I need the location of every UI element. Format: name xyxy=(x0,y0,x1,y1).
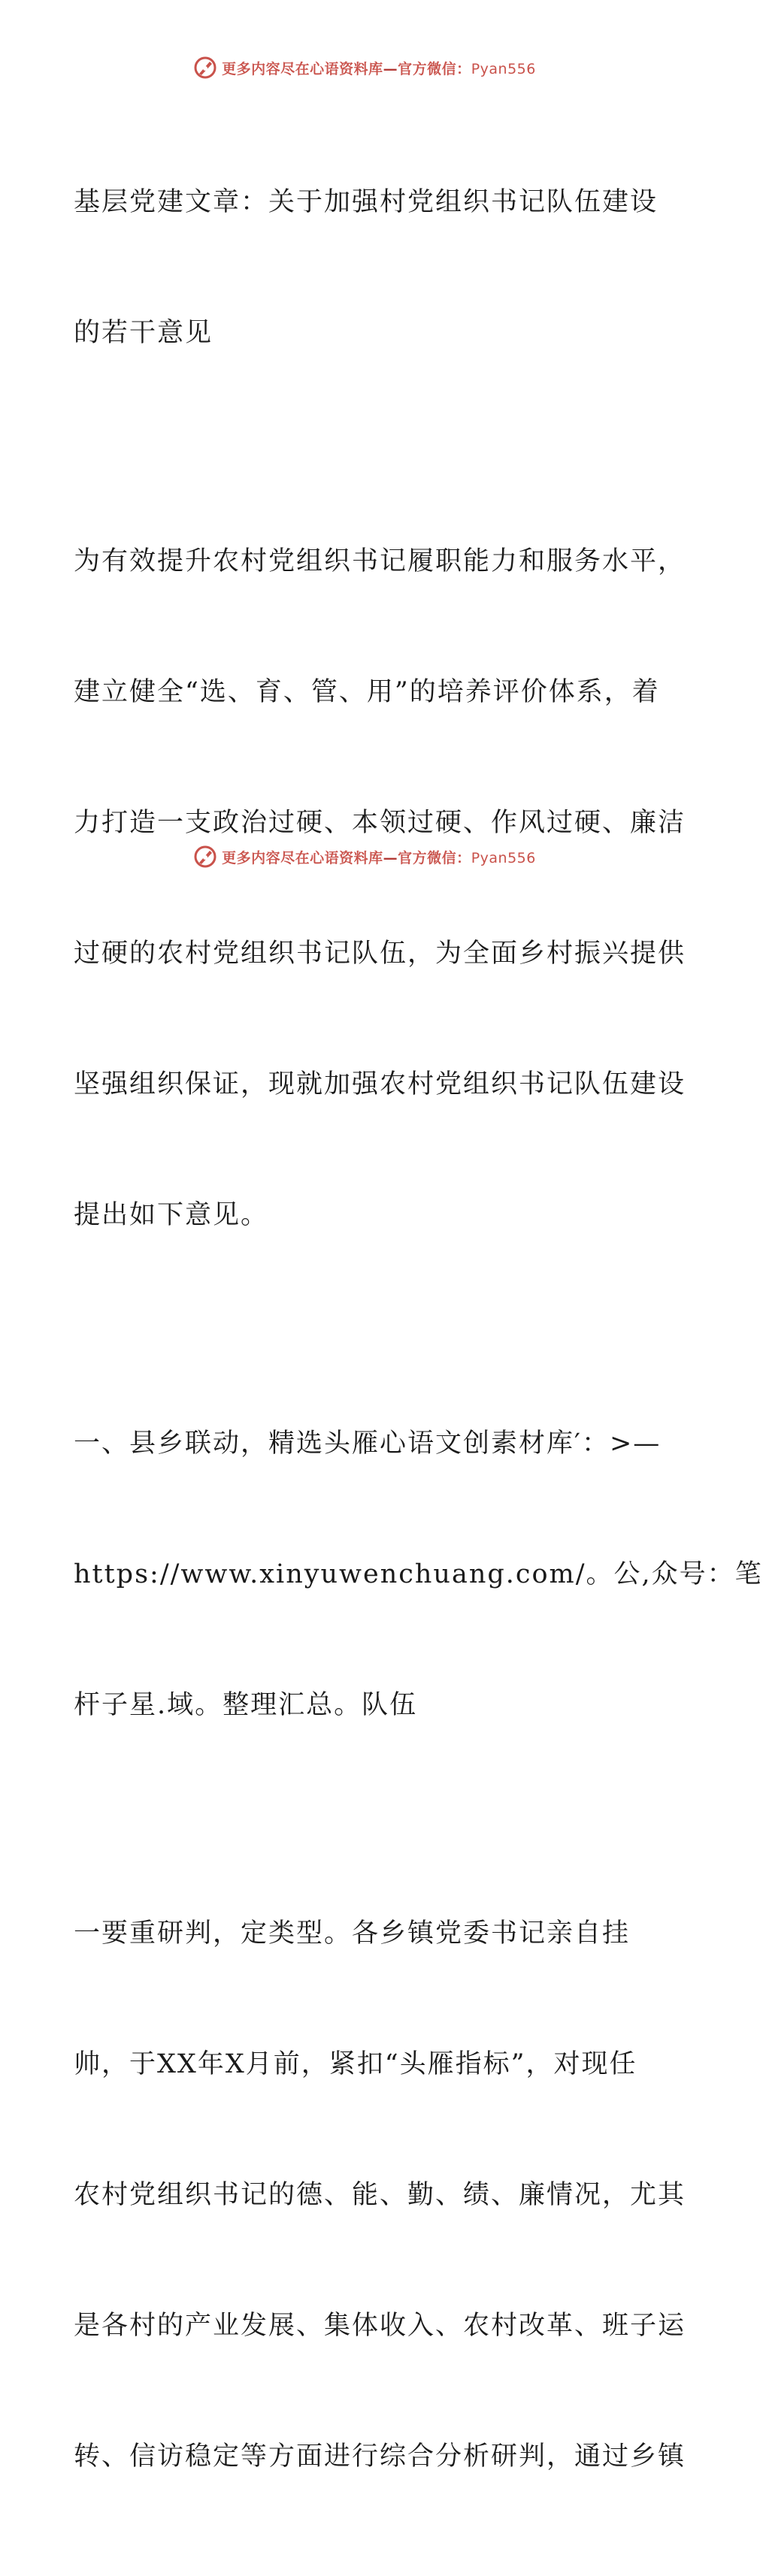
quill-logo-icon xyxy=(193,56,217,80)
paragraph-line: 帅，于XX年X月前，紧扣“头雁指标”，对现任 xyxy=(74,2049,637,2079)
paragraph-line: 一要重研判，定类型。各乡镇党委书记亲自挂 xyxy=(74,1918,631,1949)
paragraph-line: 过硬的农村党组织书记队伍，为全面乡村振兴提供 xyxy=(74,939,686,969)
paragraph-line: 转、信访稳定等方面进行综合分析研判，通过乡镇 xyxy=(74,2441,686,2472)
paragraph-line: 杆子星.域。整理汇总。队伍 xyxy=(74,1690,418,1720)
section-heading xyxy=(74,1335,763,1814)
quill-logo-icon xyxy=(193,845,217,869)
paragraph-line: 农村党组织书记的德、能、勤、绩、廉情况，尤其 xyxy=(74,2180,686,2210)
watermark-text: 更多内容尽在心语资料库—官方微信：Pyan556 xyxy=(222,60,536,77)
paragraph-line: 是各村的产业发展、集体收入、农村改革、班子运 xyxy=(74,2311,686,2341)
subsection-paragraph xyxy=(74,1825,686,2565)
title-line: 基层党建文章：关于加强村党组织书记队伍建设 xyxy=(74,187,659,217)
watermark-group xyxy=(193,56,536,80)
paragraph-line: 一、县乡联动，精选头雁心语文创素材库′：>— xyxy=(74,1429,662,1459)
paragraph-line: https://www.xinyuwenchuang.com/。公,众号：笔 xyxy=(74,1559,763,1589)
paragraph-line: 建立健全“选、育、管、用”的培养评价体系，着 xyxy=(74,677,660,707)
paragraph-line: 坚强组织保证，现就加强农村党组织书记队伍建设 xyxy=(74,1069,686,1099)
header-watermark xyxy=(0,53,714,83)
title-line: 的若干意见 xyxy=(74,318,213,348)
document-body xyxy=(74,93,763,2576)
paragraph-line: 提出如下意见。 xyxy=(74,1200,269,1230)
paragraph-line: 为有效提升农村党组织书记履职能力和服务水平， xyxy=(74,546,686,576)
footer-watermark xyxy=(0,842,714,872)
document-title xyxy=(74,93,659,442)
paragraph-line: 力打造一支政治过硬、本领过硬、作风过硬、廉洁 xyxy=(74,808,686,838)
watermark-group xyxy=(193,845,536,869)
intro-paragraph xyxy=(74,452,686,1324)
watermark-text: 更多内容尽在心语资料库—官方微信：Pyan556 xyxy=(222,849,536,866)
